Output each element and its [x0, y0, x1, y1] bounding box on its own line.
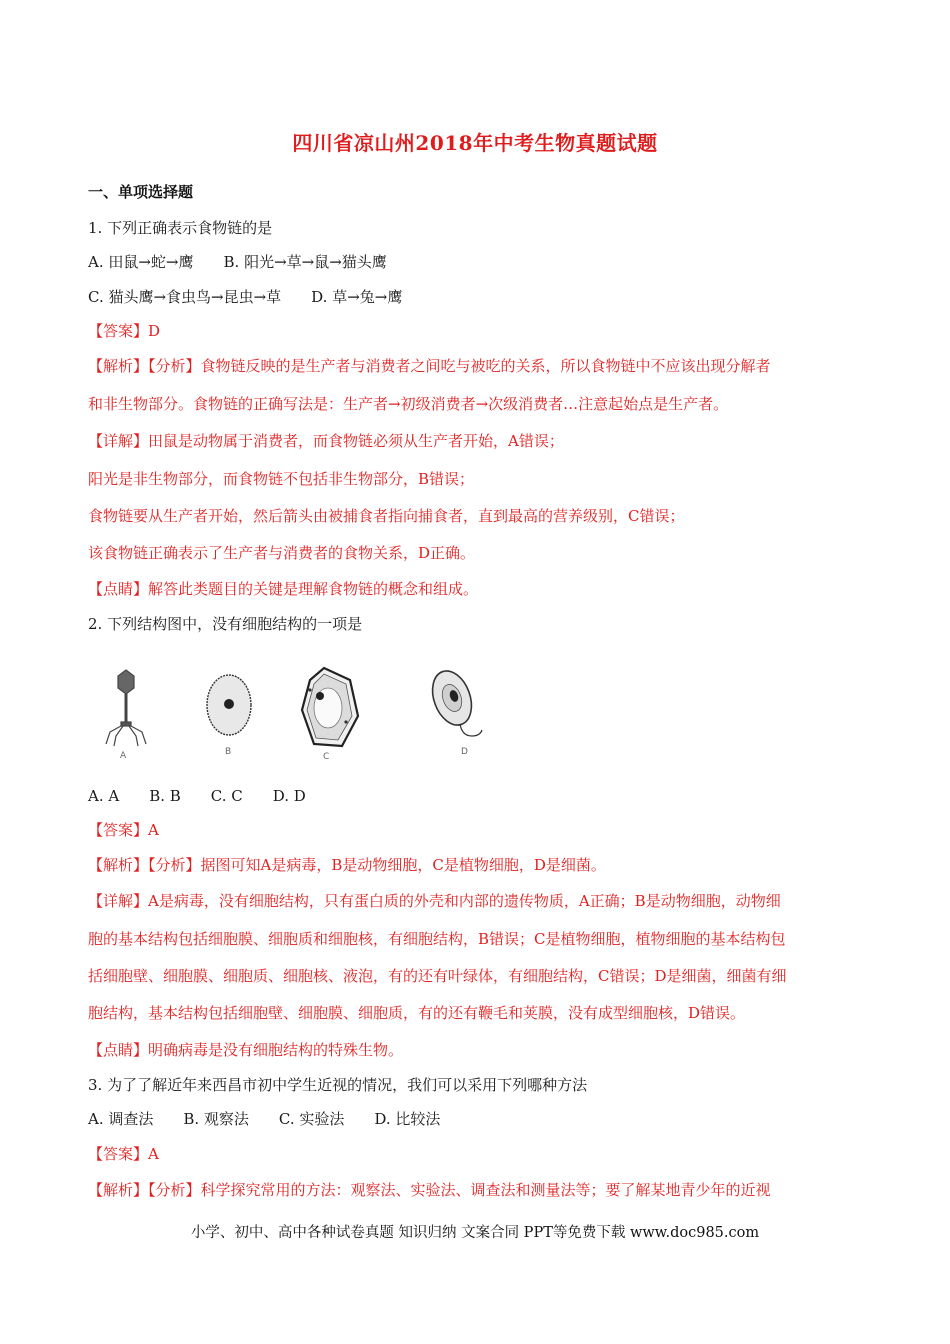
q2-tip: 【点睛】明确病毒是没有细胞结构的特殊生物。: [88, 1041, 404, 1059]
virus-drawing: [106, 670, 146, 746]
q3-stem: 3. 为了了解近年来西昌市初中学生近视的情况，我们可以采用下列哪种方法: [88, 1076, 588, 1094]
q2-detail-line3: 括细胞壁、细胞膜、细胞质、细胞核、液泡，有的还有叶绿体，有细胞结构，C错误；D是细菌，细菌有细: [88, 967, 787, 985]
q1-detail-line2: 阳光是非生物部分，而食物链不包括非生物部分，B错误；: [88, 470, 475, 488]
q1-options-ab: A. 田鼠→蛇→鹰 B. 阳光→草→鼠→猫头鹰: [88, 253, 387, 271]
q3-options: A. 调查法 B. 观察法 C. 实验法 D. 比较法: [88, 1110, 441, 1128]
plant-cell-drawing: [302, 668, 358, 746]
cell-structure-figure: [88, 660, 508, 770]
q2-detail-line1: 【详解】A是病毒，没有细胞结构，只有蛋白质的外壳和内部的遗传物质，A正确；B是动物细胞，动物细: [88, 892, 781, 910]
q2-stem: 2. 下列结构图中，没有细胞结构的一项是: [88, 615, 363, 633]
section-heading: 一、单项选择题: [88, 183, 194, 201]
q2-answer: 【答案】A: [88, 821, 159, 839]
q2-analysis: 【解析】【分析】据图可知A是病毒，B是动物细胞，C是植物细胞，D是细菌。: [88, 856, 606, 874]
fig-label-a: A: [120, 751, 127, 761]
q1-analysis-line2: 和非生物部分。食物链的正确写法是：生产者→初级消费者→次级消费者…注意起始点是生产者。: [88, 395, 729, 413]
page-title: 四川省凉山州2018年中考生物真题试题: [292, 131, 658, 155]
q1-stem: 1. 下列正确表示食物链的是: [88, 219, 273, 237]
bacterium-drawing: [426, 666, 482, 736]
q3-analysis: 【解析】【分析】科学探究常用的方法：观察法、实验法、调查法和测量法等；要了解某地青少年的近视: [88, 1181, 771, 1199]
q1-detail-line1: 【详解】田鼠是动物属于消费者，而食物链必须从生产者开始，A错误；: [88, 432, 564, 450]
fig-label-c: C: [323, 752, 330, 762]
fig-label-d: D: [461, 747, 468, 757]
q1-detail-line4: 该食物链正确表示了生产者与消费者的食物关系，D正确。: [88, 544, 476, 562]
q3-answer: 【答案】A: [88, 1145, 159, 1163]
q1-tip: 【点睛】解答此类题目的关键是理解食物链的概念和组成。: [88, 580, 479, 598]
q2-detail-line4: 胞结构，基本结构包括细胞壁、细胞膜、细胞质，有的还有鞭毛和荚膜，没有成型细胞核，D错误。: [88, 1004, 746, 1022]
page-footer: 小学、初中、高中各种试卷真题 知识归纳 文案合同 PPT等免费下载 www.doc985.com: [190, 1225, 760, 1241]
q1-detail-line3: 食物链要从生产者开始，然后箭头由被捕食者指向捕食者，直到最高的营养级别，C错误；: [88, 507, 685, 525]
fig-label-b: B: [225, 747, 232, 757]
q2-options: A. A B. B C. C D. D: [88, 787, 306, 805]
animal-cell-drawing: [207, 675, 251, 735]
q1-options-cd: C. 猫头鹰→食虫鸟→昆虫→草 D. 草→兔→鹰: [88, 288, 403, 306]
q1-answer: 【答案】D: [88, 322, 161, 340]
q1-analysis-line1: 【解析】【分析】食物链反映的是生产者与消费者之间吃与被吃的关系，所以食物链中不应该出现分解者: [88, 357, 771, 375]
q2-detail-line2: 胞的基本结构包括细胞膜、细胞质和细胞核，有细胞结构，B错误；C是植物细胞，植物细胞的基本结构包: [88, 930, 786, 948]
